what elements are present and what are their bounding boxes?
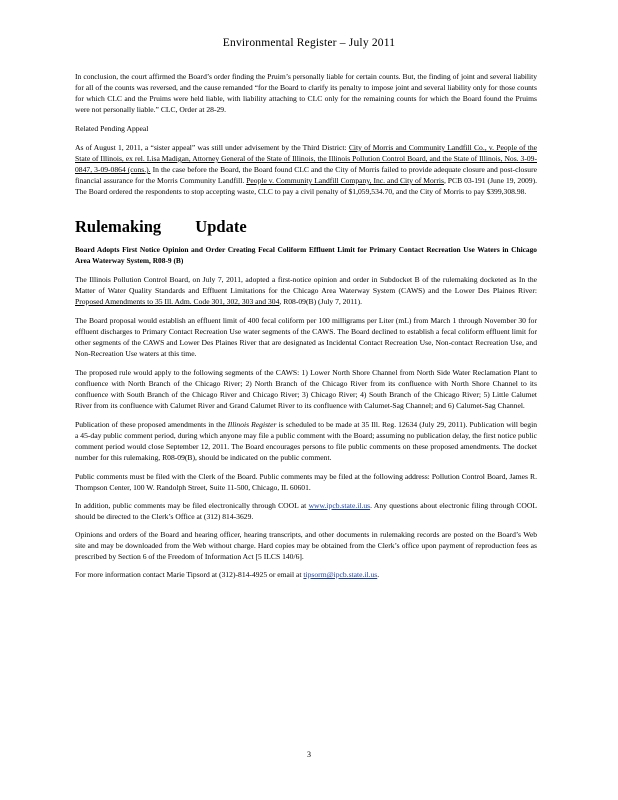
running-header: Environmental Register – July 2011 [222, 37, 396, 49]
page-number: 3 [307, 750, 311, 759]
electronic-filing-paragraph [75, 500, 537, 522]
conclusion-paragraph: In conclusion, the court affirmed the Board’s order finding the Pruim’s personally liable for certain counts. But, the finding of joint and several liability for all of the counts was reversed, and the cause remanded “for the Board to clarify its penalty to impose joint and several liability only for those counts for which CLC and the Pruims were held liable, with liability attaching to CLC only for the remaining counts for which the Board found the Pruims were not personally liable.” CLC, Order at 28-29. [75, 72, 537, 114]
sister-appeal-text-2: In the case before the Board, the Board found CLC and the City of Morris failed to provide adequate closure and post-closure financial assurance for the Morris Community Landfill. [75, 165, 537, 185]
contact-text-1: For more information contact Marie Tipsord at (312)-814-4925 or email at [75, 570, 304, 579]
rulemaking-headline: Board Adopts First Notice Opinion and Order Creating Fecal Coliform Effluent Limit for Primary Contact Recreation Use Waters in Chicago Area Waterway System, R08-9 (B) [75, 245, 537, 265]
sister-appeal-text-1: As of August 1, 2011, a “sister appeal” was still under advisement by the Third District: [75, 143, 349, 152]
electronic-filing-text-2: . Any questions about electronic filing through COOL should be directed to the Clerk’s Office at (312) 814-3629. [75, 501, 537, 521]
first-notice-paragraph [75, 274, 537, 307]
case-citation-people-v-clc: People v. Community Landfill Company, Inc. and City of Morris [246, 176, 444, 185]
board-website-link[interactable]: www.ipcb.state.il.us [308, 501, 371, 510]
electronic-filing-text-1: In addition, public comments may be filed electronically through COOL at [75, 501, 309, 510]
public-comments-paragraph: Public comments must be filed with the Clerk of the Board. Public comments may be filed at the following address: Pollution Control Board, James R. Thompson Center, 100 W. Randolph Street, Suite 11-500, Chicago, IL 60601. [75, 472, 537, 492]
contact-paragraph [75, 569, 537, 580]
section-title-rulemaking-update: Rulemaking Update [75, 217, 247, 236]
first-notice-text-2: , R08-09(B) (July 7, 2011). [279, 297, 363, 306]
sister-appeal-paragraph [75, 142, 537, 197]
effluent-limit-paragraph: The Board proposal would establish an effluent limit of 400 fecal coliform per 100 milligrams per Liter (mL) from March 1 through November 30 for effluent discharges to Primary Contact Recreation Use water segments of the CAWS. The Board declined to establish a fecal coliform effluent limit for other segments of the CAWS and Lower Des Plaines River that are designated as Incidental Contact Recreation Use, Non-contact Recreation Use, and Non-Recreation Use waters at this time. [75, 316, 537, 358]
proposed-amendments-citation: Proposed Amendments to 35 Ill. Adm. Code 301, 302, 303 and 304 [75, 297, 280, 306]
caws-segments-paragraph: The proposed rule would apply to the following segments of the CAWS: 1) Lower North Shore Channel from North Side Water Reclamation Plant to confluence with North Branch of the Chicago River; 2) North Branch of the Chicago River from its confluence with North Shore Channel to its confluence with South Branch of the Chicago River and Chicago River; 3) Chicago River; 4) South Branch of the Chicago River; 5) Little Calumet River from its confluence with Calumet River and Grand Calumet River to its confluence with Calumet-Sag Channel; and 6) Calumet-Sag Channel. [75, 368, 537, 410]
sister-appeal-text-3: , PCB 03-191 (June 19, 2009). The Board ordered the respondents to stop accepting waste, CLC to pay a civil penalty of $1,059,534.70, and the City of Morris to pay $399,308.98. [75, 176, 538, 196]
publication-text-2: is scheduled to be made at 35 Ill. Reg. 12634 (July 29, 2011). Publication will begin a 45-day public comment period, during which anyone may file a public comment with the Board; assuming no publication delay, the first notice public comment period would close September 12, 2011. The Board encourages persons to file public comments on these proposed amendments. The docket number for this rulemaking, R08-09(B), should be indicated on the public comment. [75, 420, 537, 462]
records-paragraph: Opinions and orders of the Board and hearing officer, hearing transcripts, and other documents in rulemaking records are posted on the Board’s Web site and may be downloaded from the Web without charge. Hard copies may be obtained from the Clerk’s office upon payment of reproduction fees as prescribed by Section 6 of the Freedom of Information Act [5 ILCS 140/6]. [75, 530, 537, 561]
first-notice-text-1: The Illinois Pollution Control Board, on July 7, 2011, adopted a first-notice opinion and order in Subdocket B of the rulemaking docketed as In the Matter of Water Quality Standards and Effluent Limitations for the Chicago Area Waterway System (CAWS) and the Lower Des Plaines River: [75, 275, 537, 295]
page-content [75, 71, 537, 588]
publication-text-1: Publication of these proposed amendments in the [75, 420, 228, 429]
contact-text-2: . [377, 570, 380, 579]
case-citation-city-of-morris: City of Morris and Community Landfill Co., v. People of the State of Illinois, ex rel. Lisa Madigan, Attorney General of the State of Illinois, the Illinois Pollution Control Board, and the State of Illinois, Nos. 3-09-0847, 3-09-0864 (cons.). [75, 143, 537, 174]
contact-email-link[interactable]: tipsorm@ipcb.state.il.us [303, 570, 378, 579]
related-appeal-heading: Related Pending Appeal [75, 124, 149, 133]
illinois-register-title: Illinois Register [227, 420, 277, 429]
publication-paragraph [75, 419, 537, 463]
